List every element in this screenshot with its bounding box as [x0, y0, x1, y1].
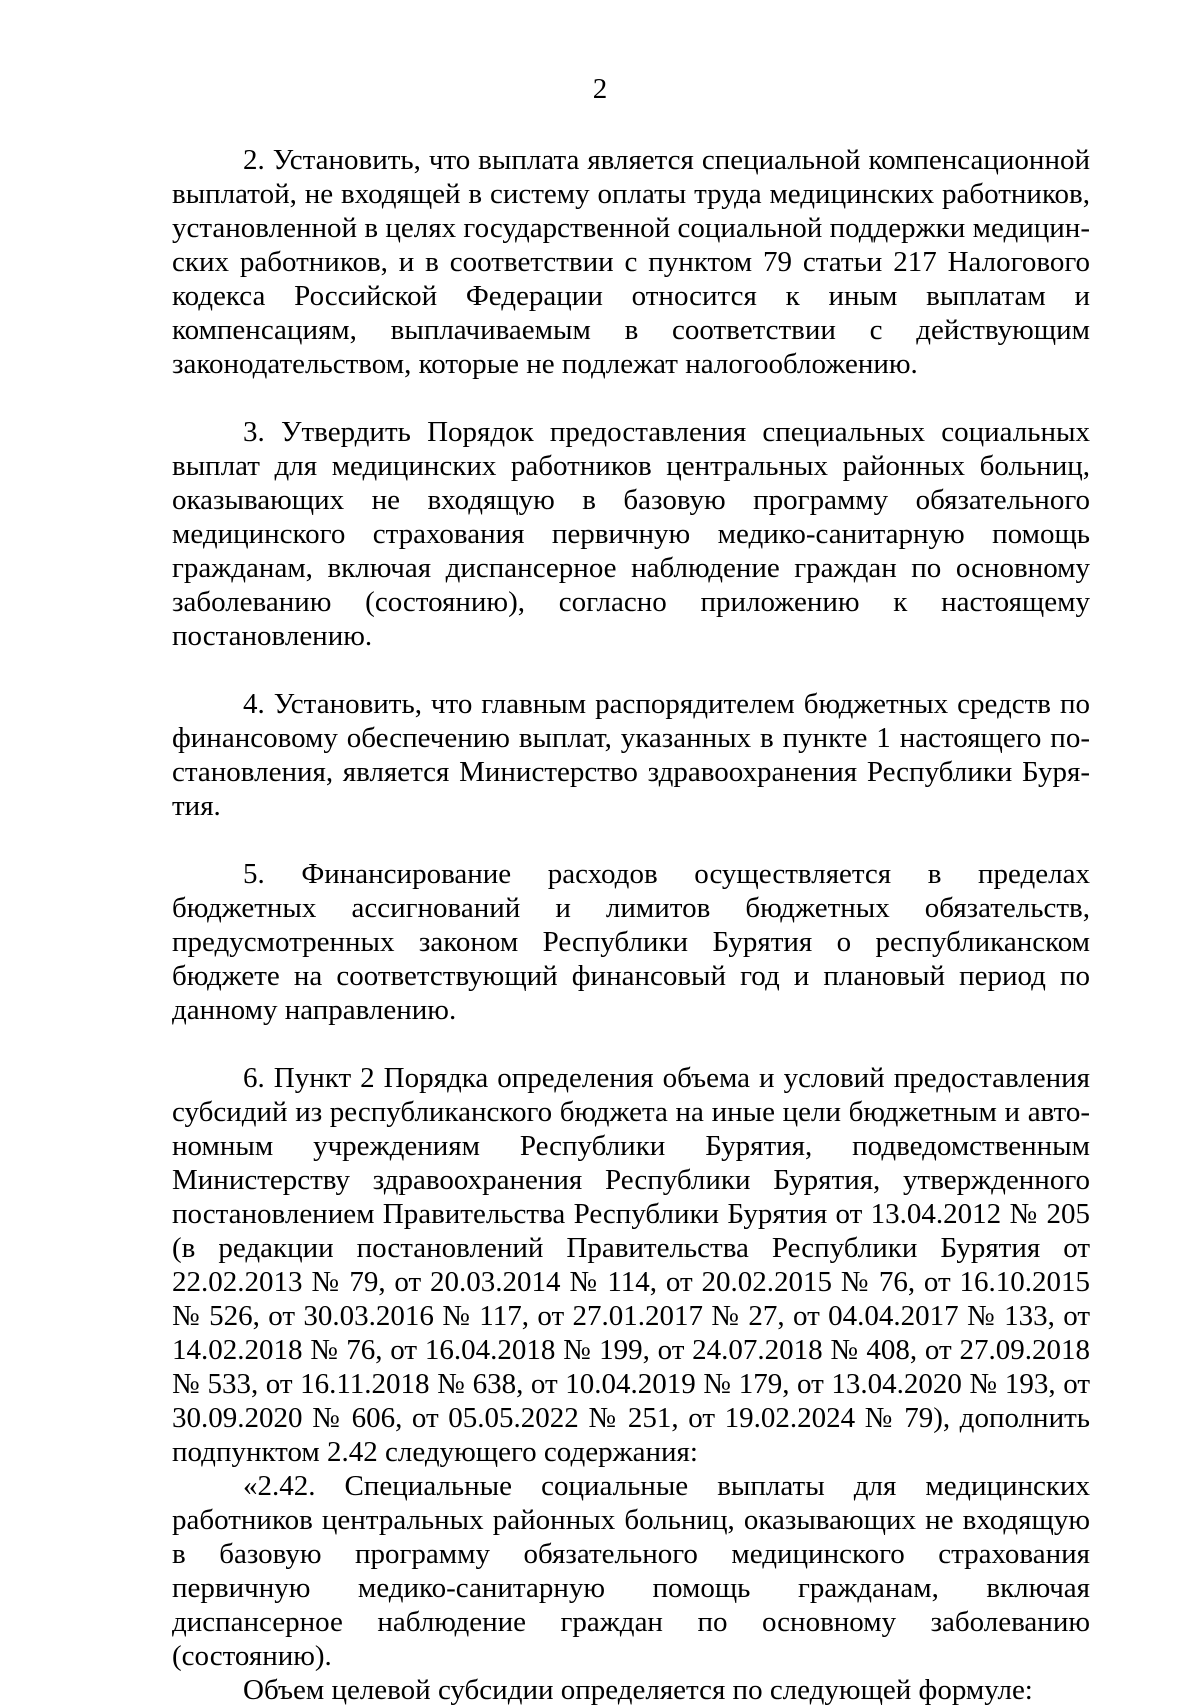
paragraph-5: 5. Финансирование расходов осуществляется в пределах бюджетных ассигнований и лимитов бюджетных обязательств, предусмотренных законом Республики Бурятия о республиканском бюджете на соответствующий финансовый год и плановый период по данному направлению. — [172, 858, 1090, 1026]
paragraph-4: 4. Установить, что главным распорядителем бюджетных средств по финансовому обеспечению выплат, указанных в пункте 1 настоящего постановления, является Министерство здравоохранения Республики Бурятия. — [172, 688, 1090, 822]
document-body — [172, 143, 1090, 1707]
paragraph-6: 6. Пункт 2 Порядка определения объема и условий предоставления субсидий из республиканского бюджета на иные цели бюджетным и автономным учреждениям Республики Бурятия, подведомственным Министерству здравоохранения Республики Бурятия, утвержденного постановлением Правительства Республики Бурятия от 13.04.2012 № 205 (в редакции постановлений Правительства Республики Бурятия от 22.02.2013 № 79, от 20.03.2014 № 114, от 20.02.2015 № 76, от 16.10.2015 № 526, от 30.03.2016 № 117, от 27.01.2017 № 27, от 04.04.2017 № 133, от 14.02.2018 № 76, от 16.04.2018 № 199, от 24.07.2018 № 408, от 27.09.2018 № 533, от 16.11.2018 № 638, от 10.04.2019 № 179, от 13.04.2020 № 193, от 30.09.2020 № 606, от 05.05.2022 № 251, от 19.02.2024 № 79), дополнить подпунктом 2.42 следующего содержания: — [172, 1062, 1090, 1468]
page-number: 2 — [592, 73, 608, 105]
paragraph-2: 2. Установить, что выплата является специальной компенсационной выплатой, не входящей в систему оплаты труда медицинских работников, установленной в целях государственной социальной поддержки медицинских работников, и в соответствии с пунктом 79 статьи 217 Налогового кодекса Российской Федерации относится к иным выплатам и компенсациям, выплачиваемым в соответствии с действующим законодательством, которые не подлежат налогообложению. — [172, 144, 1090, 380]
paragraph-formula-intro: Объем целевой субсидии определяется по следующей формуле: — [243, 1674, 1033, 1706]
paragraph-3: 3. Утвердить Порядок предоставления специальных социальных выплат для медицинских работников центральных районных больниц, оказывающих не входящую в базовую программу обязательного медицинского страхования первичную медико-санитарную помощь гражданам, включая диспансерное наблюдение граждан по основному заболеванию (состоянию), согласно приложению к настоящему постановлению. — [172, 416, 1090, 652]
paragraph-2-42: «2.42. Специальные социальные выплаты для медицинских работников центральных районных больниц, оказывающих не входящую в базовую программу обязательного медицинского страхования первичную медико-санитарную помощь гражданам, включая диспансерное наблюдение граждан по основному заболеванию (состоянию). — [172, 1470, 1090, 1672]
